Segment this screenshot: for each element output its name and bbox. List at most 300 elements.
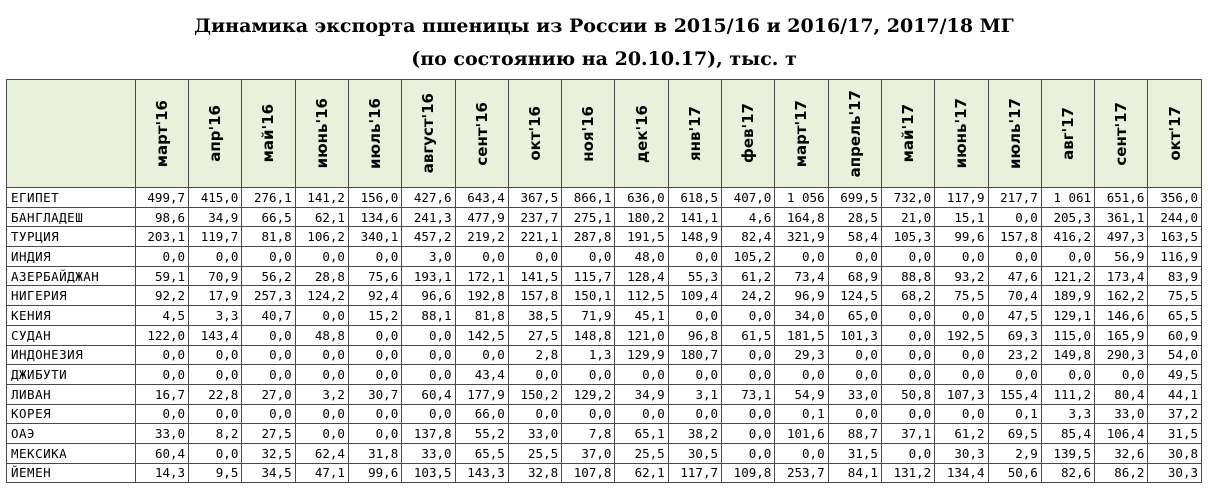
value-cell: 0,0 xyxy=(348,404,401,424)
page-subtitle: (по состоянию на 20.10.17), тыс. т xyxy=(411,48,797,70)
value-cell: 137,8 xyxy=(402,424,455,444)
value-cell: 0,0 xyxy=(935,404,988,424)
country-cell: ИНДОНЕЗИЯ xyxy=(7,345,136,365)
column-header-label: сент'16 xyxy=(472,101,491,166)
value-cell: 0,0 xyxy=(668,365,721,385)
value-cell: 115,7 xyxy=(562,266,615,286)
column-header xyxy=(508,80,561,188)
value-cell: 427,6 xyxy=(402,188,455,208)
column-header xyxy=(881,80,934,188)
country-cell: ЕГИПЕТ xyxy=(7,188,136,208)
value-cell: 47,1 xyxy=(295,463,348,483)
column-header-label: июль'16 xyxy=(366,97,385,170)
value-cell: 221,1 xyxy=(508,227,561,247)
value-cell: 81,8 xyxy=(242,227,295,247)
value-cell: 241,3 xyxy=(402,207,455,227)
value-cell: 48,8 xyxy=(295,325,348,345)
value-cell: 0,0 xyxy=(722,443,775,463)
value-cell: 0,0 xyxy=(402,325,455,345)
value-cell: 33,0 xyxy=(1095,404,1148,424)
value-cell: 0,0 xyxy=(1095,365,1148,385)
value-cell: 0,0 xyxy=(722,404,775,424)
value-cell: 143,3 xyxy=(455,463,508,483)
country-cell: БАНГЛАДЕШ xyxy=(7,207,136,227)
value-cell: 0,0 xyxy=(348,247,401,267)
value-cell: 122,0 xyxy=(135,325,188,345)
value-cell: 30,3 xyxy=(1148,463,1202,483)
value-cell: 0,0 xyxy=(935,306,988,326)
value-cell: 0,0 xyxy=(668,404,721,424)
value-cell: 499,7 xyxy=(135,188,188,208)
value-cell: 3,3 xyxy=(189,306,242,326)
value-cell: 27,5 xyxy=(242,424,295,444)
table-body xyxy=(7,188,1202,483)
value-cell: 150,1 xyxy=(562,286,615,306)
value-cell: 205,3 xyxy=(1041,207,1094,227)
value-cell: 180,2 xyxy=(615,207,668,227)
page-title: Динамика экспорта пшеницы из России в 2015/16 и 2016/17, 2017/18 МГ xyxy=(194,15,1014,37)
value-cell: 31,5 xyxy=(828,443,881,463)
value-cell: 192,5 xyxy=(935,325,988,345)
value-cell: 38,2 xyxy=(668,424,721,444)
value-cell: 43,4 xyxy=(455,365,508,385)
value-cell: 416,2 xyxy=(1041,227,1094,247)
value-cell: 61,2 xyxy=(722,266,775,286)
country-cell: ИНДИЯ xyxy=(7,247,136,267)
value-cell: 129,2 xyxy=(562,384,615,404)
value-cell: 27,0 xyxy=(242,384,295,404)
value-cell: 75,6 xyxy=(348,266,401,286)
column-header-label: июль'17 xyxy=(1005,97,1024,170)
value-cell: 33,0 xyxy=(828,384,881,404)
value-cell: 65,5 xyxy=(455,443,508,463)
value-cell: 23,2 xyxy=(988,345,1041,365)
value-cell: 219,2 xyxy=(455,227,508,247)
value-cell: 0,0 xyxy=(242,404,295,424)
value-cell: 55,2 xyxy=(455,424,508,444)
value-cell: 21,0 xyxy=(881,207,934,227)
value-cell: 68,9 xyxy=(828,266,881,286)
value-cell: 61,5 xyxy=(722,325,775,345)
country-cell: КЕНИЯ xyxy=(7,306,136,326)
column-header xyxy=(1041,80,1094,188)
value-cell: 62,1 xyxy=(295,207,348,227)
value-cell: 290,3 xyxy=(1095,345,1148,365)
value-cell: 0,0 xyxy=(135,365,188,385)
value-cell: 33,0 xyxy=(402,443,455,463)
value-cell: 15,2 xyxy=(348,306,401,326)
value-cell: 148,9 xyxy=(668,227,721,247)
value-cell: 14,3 xyxy=(135,463,188,483)
value-cell: 112,5 xyxy=(615,286,668,306)
value-cell: 165,9 xyxy=(1095,325,1148,345)
value-cell: 0,0 xyxy=(402,404,455,424)
value-cell: 99,6 xyxy=(935,227,988,247)
value-cell: 92,4 xyxy=(348,286,401,306)
column-header-label: окт'16 xyxy=(525,106,544,161)
value-cell: 361,1 xyxy=(1095,207,1148,227)
value-cell: 54,0 xyxy=(1148,345,1202,365)
value-cell: 0,0 xyxy=(828,365,881,385)
value-cell: 25,5 xyxy=(508,443,561,463)
value-cell: 287,8 xyxy=(562,227,615,247)
value-cell: 24,2 xyxy=(722,286,775,306)
value-cell: 128,4 xyxy=(615,266,668,286)
value-cell: 75,5 xyxy=(935,286,988,306)
value-cell: 65,5 xyxy=(1148,306,1202,326)
column-header xyxy=(348,80,401,188)
value-cell: 82,4 xyxy=(722,227,775,247)
value-cell: 55,3 xyxy=(668,266,721,286)
value-cell: 111,2 xyxy=(1041,384,1094,404)
value-cell: 30,3 xyxy=(935,443,988,463)
value-cell: 0,0 xyxy=(881,443,934,463)
column-header xyxy=(295,80,348,188)
value-cell: 0,0 xyxy=(508,365,561,385)
value-cell: 0,0 xyxy=(828,404,881,424)
value-cell: 0,0 xyxy=(348,365,401,385)
value-cell: 30,5 xyxy=(668,443,721,463)
value-cell: 275,1 xyxy=(562,207,615,227)
table-row xyxy=(7,306,1202,326)
value-cell: 117,9 xyxy=(935,188,988,208)
value-cell: 48,0 xyxy=(615,247,668,267)
value-cell: 34,9 xyxy=(615,384,668,404)
value-cell: 129,9 xyxy=(615,345,668,365)
value-cell: 66,0 xyxy=(455,404,508,424)
value-cell: 203,1 xyxy=(135,227,188,247)
value-cell: 244,0 xyxy=(1148,207,1202,227)
value-cell: 164,8 xyxy=(775,207,828,227)
value-cell: 0,0 xyxy=(189,443,242,463)
value-cell: 75,5 xyxy=(1148,286,1202,306)
value-cell: 0,0 xyxy=(348,345,401,365)
value-cell: 497,3 xyxy=(1095,227,1148,247)
value-cell: 37,2 xyxy=(1148,404,1202,424)
country-cell: МЕКСИКА xyxy=(7,443,136,463)
value-cell: 93,2 xyxy=(935,266,988,286)
value-cell: 4,5 xyxy=(135,306,188,326)
value-cell: 62,4 xyxy=(295,443,348,463)
value-cell: 3,3 xyxy=(1041,404,1094,424)
value-cell: 0,0 xyxy=(722,306,775,326)
value-cell: 103,5 xyxy=(402,463,455,483)
value-cell: 0,0 xyxy=(881,306,934,326)
value-cell: 69,3 xyxy=(988,325,1041,345)
value-cell: 119,7 xyxy=(189,227,242,247)
column-header-label: янв'17 xyxy=(685,106,704,161)
value-cell: 618,5 xyxy=(668,188,721,208)
value-cell: 0,0 xyxy=(455,247,508,267)
value-cell: 0,0 xyxy=(402,345,455,365)
value-cell: 0,0 xyxy=(135,404,188,424)
value-cell: 0,0 xyxy=(189,345,242,365)
value-cell: 180,7 xyxy=(668,345,721,365)
value-cell: 2,9 xyxy=(988,443,1041,463)
value-cell: 88,1 xyxy=(402,306,455,326)
value-cell: 88,7 xyxy=(828,424,881,444)
column-header xyxy=(135,80,188,188)
value-cell: 2,8 xyxy=(508,345,561,365)
column-header-label: ноя'16 xyxy=(579,105,598,162)
value-cell: 47,5 xyxy=(988,306,1041,326)
value-cell: 32,6 xyxy=(1095,443,1148,463)
value-cell: 651,6 xyxy=(1095,188,1148,208)
column-header xyxy=(775,80,828,188)
value-cell: 54,9 xyxy=(775,384,828,404)
value-cell: 0,0 xyxy=(881,345,934,365)
column-header-label: июнь'16 xyxy=(312,98,331,169)
value-cell: 257,3 xyxy=(242,286,295,306)
column-header-label: апр'16 xyxy=(206,105,225,162)
value-cell: 0,0 xyxy=(508,404,561,424)
value-cell: 88,8 xyxy=(881,266,934,286)
value-cell: 3,0 xyxy=(402,247,455,267)
value-cell: 192,8 xyxy=(455,286,508,306)
column-header-label: март'17 xyxy=(792,99,811,168)
value-cell: 124,2 xyxy=(295,286,348,306)
column-header xyxy=(402,80,455,188)
table-row xyxy=(7,443,1202,463)
value-cell: 115,0 xyxy=(1041,325,1094,345)
value-cell: 0,0 xyxy=(988,247,1041,267)
value-cell: 148,8 xyxy=(562,325,615,345)
value-cell: 129,1 xyxy=(1041,306,1094,326)
value-cell: 0,0 xyxy=(935,345,988,365)
value-cell: 121,2 xyxy=(1041,266,1094,286)
value-cell: 50,6 xyxy=(988,463,1041,483)
value-cell: 0,0 xyxy=(295,365,348,385)
value-cell: 0,0 xyxy=(1041,247,1094,267)
value-cell: 56,2 xyxy=(242,266,295,286)
value-cell: 0,0 xyxy=(722,345,775,365)
column-header xyxy=(242,80,295,188)
value-cell: 0,0 xyxy=(988,207,1041,227)
value-cell: 73,4 xyxy=(775,266,828,286)
value-cell: 0,0 xyxy=(1041,365,1094,385)
value-cell: 83,9 xyxy=(1148,266,1202,286)
value-cell: 477,9 xyxy=(455,207,508,227)
value-cell: 367,5 xyxy=(508,188,561,208)
country-cell: АЗЕРБАЙДЖАН xyxy=(7,266,136,286)
value-cell: 155,4 xyxy=(988,384,1041,404)
country-cell: КОРЕЯ xyxy=(7,404,136,424)
value-cell: 70,4 xyxy=(988,286,1041,306)
value-cell: 109,8 xyxy=(722,463,775,483)
value-cell: 31,8 xyxy=(348,443,401,463)
column-header xyxy=(615,80,668,188)
value-cell: 121,0 xyxy=(615,325,668,345)
value-cell: 34,5 xyxy=(242,463,295,483)
column-header-label: март'16 xyxy=(152,99,171,168)
value-cell: 0,0 xyxy=(562,247,615,267)
value-cell: 50,8 xyxy=(881,384,934,404)
column-header-label: май'16 xyxy=(259,104,278,163)
value-cell: 141,1 xyxy=(668,207,721,227)
value-cell: 0,0 xyxy=(508,247,561,267)
value-cell: 0,0 xyxy=(242,325,295,345)
value-cell: 3,2 xyxy=(295,384,348,404)
value-cell: 117,7 xyxy=(668,463,721,483)
value-cell: 0,1 xyxy=(775,404,828,424)
value-cell: 38,5 xyxy=(508,306,561,326)
value-cell: 0,0 xyxy=(828,247,881,267)
value-cell: 106,4 xyxy=(1095,424,1148,444)
value-cell: 3,1 xyxy=(668,384,721,404)
value-cell: 105,3 xyxy=(881,227,934,247)
value-cell: 162,2 xyxy=(1095,286,1148,306)
value-cell: 0,0 xyxy=(242,247,295,267)
value-cell: 30,7 xyxy=(348,384,401,404)
column-header-label: окт'17 xyxy=(1165,106,1184,161)
table-row xyxy=(7,325,1202,345)
value-cell: 0,0 xyxy=(295,404,348,424)
country-cell: ЛИВАН xyxy=(7,384,136,404)
value-cell: 0,0 xyxy=(775,443,828,463)
value-cell: 193,1 xyxy=(402,266,455,286)
column-header xyxy=(455,80,508,188)
value-cell: 156,0 xyxy=(348,188,401,208)
country-cell: СУДАН xyxy=(7,325,136,345)
value-cell: 0,0 xyxy=(881,325,934,345)
country-cell: ОАЭ xyxy=(7,424,136,444)
value-cell: 58,4 xyxy=(828,227,881,247)
value-cell: 0,0 xyxy=(242,345,295,365)
value-cell: 73,1 xyxy=(722,384,775,404)
value-cell: 4,6 xyxy=(722,207,775,227)
value-cell: 181,5 xyxy=(775,325,828,345)
value-cell: 0,0 xyxy=(402,365,455,385)
value-cell: 253,7 xyxy=(775,463,828,483)
column-header xyxy=(828,80,881,188)
value-cell: 68,2 xyxy=(881,286,934,306)
value-cell: 37,1 xyxy=(881,424,934,444)
value-cell: 60,9 xyxy=(1148,325,1202,345)
value-cell: 134,4 xyxy=(935,463,988,483)
value-cell: 80,4 xyxy=(1095,384,1148,404)
value-cell: 22,8 xyxy=(189,384,242,404)
column-header xyxy=(189,80,242,188)
value-cell: 0,0 xyxy=(828,345,881,365)
value-cell: 69,5 xyxy=(988,424,1041,444)
value-cell: 70,9 xyxy=(189,266,242,286)
value-cell: 163,5 xyxy=(1148,227,1202,247)
country-cell: ЙЕМЕН xyxy=(7,463,136,483)
value-cell: 0,0 xyxy=(615,365,668,385)
value-cell: 340,1 xyxy=(348,227,401,247)
value-cell: 0,0 xyxy=(668,247,721,267)
value-cell: 56,9 xyxy=(1095,247,1148,267)
column-header-label: апрель'17 xyxy=(845,89,864,178)
value-cell: 81,8 xyxy=(455,306,508,326)
corner-cell xyxy=(7,80,136,188)
table-row xyxy=(7,404,1202,424)
value-cell: 66,5 xyxy=(242,207,295,227)
value-cell: 276,1 xyxy=(242,188,295,208)
value-cell: 699,5 xyxy=(828,188,881,208)
value-cell: 96,8 xyxy=(668,325,721,345)
value-cell: 28,5 xyxy=(828,207,881,227)
value-cell: 61,2 xyxy=(935,424,988,444)
table-row xyxy=(7,345,1202,365)
value-cell: 0,0 xyxy=(295,424,348,444)
value-cell: 28,8 xyxy=(295,266,348,286)
column-header xyxy=(988,80,1041,188)
value-cell: 157,8 xyxy=(988,227,1041,247)
value-cell: 173,4 xyxy=(1095,266,1148,286)
value-cell: 134,6 xyxy=(348,207,401,227)
value-cell: 237,7 xyxy=(508,207,561,227)
value-cell: 62,1 xyxy=(615,463,668,483)
value-cell: 0,0 xyxy=(722,365,775,385)
value-cell: 0,0 xyxy=(881,247,934,267)
value-cell: 0,0 xyxy=(935,247,988,267)
column-header-label: июнь'17 xyxy=(952,98,971,169)
value-cell: 98,6 xyxy=(135,207,188,227)
value-cell: 172,1 xyxy=(455,266,508,286)
value-cell: 86,2 xyxy=(1095,463,1148,483)
column-header xyxy=(668,80,721,188)
column-header-label: август'16 xyxy=(419,93,438,174)
column-header xyxy=(562,80,615,188)
value-cell: 106,2 xyxy=(295,227,348,247)
value-cell: 7,8 xyxy=(562,424,615,444)
value-cell: 0,0 xyxy=(615,404,668,424)
value-cell: 0,0 xyxy=(668,306,721,326)
column-header xyxy=(722,80,775,188)
value-cell: 0,0 xyxy=(295,306,348,326)
value-cell: 0,0 xyxy=(348,424,401,444)
value-cell: 0,0 xyxy=(988,365,1041,385)
value-cell: 0,0 xyxy=(455,345,508,365)
value-cell: 146,6 xyxy=(1095,306,1148,326)
value-cell: 33,0 xyxy=(508,424,561,444)
value-cell: 0,0 xyxy=(775,365,828,385)
value-cell: 71,9 xyxy=(562,306,615,326)
value-cell: 0,0 xyxy=(722,424,775,444)
value-cell: 31,5 xyxy=(1148,424,1202,444)
table-row xyxy=(7,286,1202,306)
value-cell: 177,9 xyxy=(455,384,508,404)
value-cell: 9,5 xyxy=(189,463,242,483)
column-header xyxy=(1095,80,1148,188)
value-cell: 29,3 xyxy=(775,345,828,365)
value-cell: 141,2 xyxy=(295,188,348,208)
value-cell: 124,5 xyxy=(828,286,881,306)
value-cell: 141,5 xyxy=(508,266,561,286)
column-header xyxy=(935,80,988,188)
value-cell: 92,2 xyxy=(135,286,188,306)
country-cell: ТУРЦИЯ xyxy=(7,227,136,247)
value-cell: 45,1 xyxy=(615,306,668,326)
value-cell: 59,1 xyxy=(135,266,188,286)
table-row xyxy=(7,207,1202,227)
value-cell: 82,6 xyxy=(1041,463,1094,483)
value-cell: 0,0 xyxy=(242,365,295,385)
value-cell: 0,0 xyxy=(775,247,828,267)
value-cell: 47,6 xyxy=(988,266,1041,286)
value-cell: 85,4 xyxy=(1041,424,1094,444)
value-cell: 99,6 xyxy=(348,463,401,483)
value-cell: 732,0 xyxy=(881,188,934,208)
value-cell: 131,2 xyxy=(881,463,934,483)
header-row xyxy=(7,80,1202,188)
value-cell: 105,2 xyxy=(722,247,775,267)
value-cell: 25,5 xyxy=(615,443,668,463)
value-cell: 96,6 xyxy=(402,286,455,306)
value-cell: 65,0 xyxy=(828,306,881,326)
value-cell: 34,9 xyxy=(189,207,242,227)
